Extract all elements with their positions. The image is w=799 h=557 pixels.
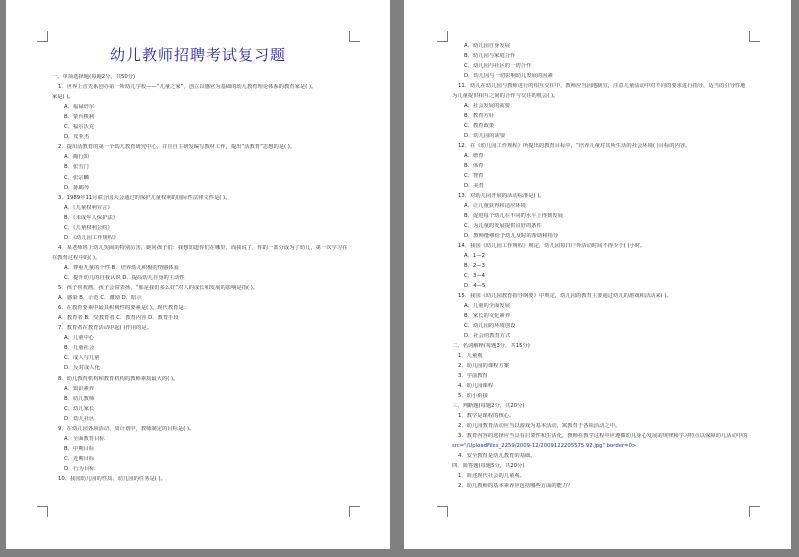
text-line: C．成人与儿童 bbox=[64, 355, 100, 362]
text-line: C．3—4 bbox=[464, 273, 486, 279]
text-line: D．皮亚杰 bbox=[64, 134, 90, 141]
text-line: C．福尔沃克 bbox=[64, 124, 95, 131]
text-line: B．教育方针 bbox=[464, 113, 495, 119]
margin-corner-bottom-left bbox=[437, 506, 448, 517]
margin-corner-bottom-right bbox=[749, 506, 760, 517]
margin-corner-top-left bbox=[37, 31, 48, 42]
text-line: D．社会的教育方式 bbox=[464, 333, 511, 339]
text-line: D．陈鹤琴 bbox=[64, 184, 90, 191]
text-line: 13．对幼儿园开展的活动标准是( )。 bbox=[458, 193, 545, 199]
text-line: 1．简述现代社会的儿童观。 bbox=[458, 473, 525, 479]
text-line: 2．幼儿教师的基本素养应包括哪些方面的能力？ bbox=[458, 483, 573, 489]
text-line: 在教育过程中的( )。 bbox=[52, 254, 101, 261]
text-line: A．儿童的全面发展 bbox=[464, 303, 510, 309]
text-line: 9．在幼儿园各项活动、周计划中，教师制定的目标是( )。 bbox=[58, 425, 195, 432]
text-line: B．促进每个幼儿在不同的水平上得到发展 bbox=[464, 213, 563, 219]
text-line: D．美育 bbox=[464, 183, 484, 189]
text-line: A．社会发展的需要 bbox=[464, 103, 510, 109]
text-line: B．家长的文化素养 bbox=[464, 313, 511, 319]
text-line: B．儿童社会 bbox=[64, 345, 95, 352]
text-line: C．幼儿家长 bbox=[64, 405, 95, 412]
text-line: 2．提出活教育的第一个幼儿教育研究中心，并且自主研发编写教材工作，提出“活教育”思想的是( )。 bbox=[58, 144, 296, 151]
document-title: 幼儿教师招聘考试复习题 bbox=[109, 46, 286, 64]
text-line: C．幼儿园的环境创设 bbox=[464, 323, 516, 329]
text-line: 12．在《幼儿园工作规程》所提出的教育目标中，“培养儿童对其所生活的社会环境( )目标的内容。 bbox=[458, 143, 691, 149]
text-line: A．尊重儿童的个性 B．培养幼儿积极的情感体验 bbox=[64, 264, 179, 271]
text-line: 4．某老师班上幼儿哭闹的特别厉害，她问孩子们：我想知道你们在哪里，而我说了，你的一部分成为了幼儿，第一次学习在 bbox=[58, 244, 348, 251]
text-line: 为儿童提供相互之间的合作与交往的机会( )。 bbox=[452, 93, 559, 99]
text-line: 1．儿童观 bbox=[458, 353, 483, 359]
text-line: A．《儿童权利宣言》 bbox=[64, 204, 113, 211]
text-line: C．为儿童的发展提供良好的条件 bbox=[464, 223, 542, 229]
text-line: B．幼儿园与家庭合作 bbox=[464, 53, 516, 59]
text-line: 4．安全教育是幼儿教育的基础。 bbox=[458, 453, 536, 459]
text-line: 5．幼小衔接 bbox=[458, 393, 488, 399]
text-line: A．全面教育目标 bbox=[64, 435, 105, 442]
margin-corner-top-left bbox=[437, 31, 448, 42]
text-line: A．儿童中心 bbox=[64, 335, 95, 342]
text-line: D．4—5 bbox=[464, 283, 486, 289]
text-line: 1．教学是课程的核心。 bbox=[458, 413, 515, 419]
text-line: B．《未成年人保护法》 bbox=[64, 214, 118, 221]
text-line: A．1—2 bbox=[464, 253, 485, 259]
text-line: D．教师能够给予幼儿及时的帮助和指导 bbox=[464, 233, 559, 239]
text-line: C．智育 bbox=[464, 173, 484, 179]
text-line: 3．学前教育 bbox=[458, 373, 488, 379]
text-line: 3．教育内容的选择应当具有启蒙性和生活化，教师在教学过程中应遵循幼儿身心发展的规律和学习特点以保障幼儿活动中的 bbox=[458, 433, 748, 439]
text-line: A．教育者 B．受教育者 C．教育内容 D．教育手段 bbox=[58, 315, 179, 322]
text-line: 1．世界上首先系创办第一所幼儿学校——“儿童之家”，创立以感官为基础的幼儿教育理论体系的教育家是( )。 bbox=[58, 84, 317, 91]
text-line: A．福禄培尔 bbox=[64, 104, 95, 111]
text-line: 8．幼儿教育机构和教育机构的教师素质最大的( )。 bbox=[58, 375, 179, 382]
text-line: 2．幼儿园的课程方案 bbox=[458, 363, 510, 369]
text-line: 三、判断题(每题2分，共20分) bbox=[452, 403, 525, 409]
text-line: A．陶行知 bbox=[64, 154, 89, 161]
text-line: A．知识素养 bbox=[64, 385, 95, 392]
text-line: D．幼儿园的需要 bbox=[464, 133, 506, 139]
text-line: 15．我国《幼儿园教育指导纲要》中规定，幼儿园的教育主要通过幼儿的游戏和活动来( )。 bbox=[458, 293, 672, 299]
text-line: D．行为目标 bbox=[64, 465, 95, 472]
margin-corner-top-right bbox=[349, 31, 360, 42]
text-line: C．《儿童权利公约》 bbox=[64, 224, 113, 231]
text-line: 一、单项选择题(每题2分，共50分) bbox=[52, 74, 136, 80]
text-line: 家是( )。 bbox=[52, 94, 74, 101]
margin-corner-top-right bbox=[749, 31, 760, 42]
document-page-left bbox=[6, 0, 390, 549]
text-line: C．教育政策 bbox=[464, 123, 495, 129]
text-line: A．德育 bbox=[464, 153, 484, 159]
text-line: A．感染 B．示范 C．激励 D．暗示 bbox=[58, 295, 142, 302]
text-line: 5．孩子喜欢画，孩子会常表扬，“那是我们多么好”对人的成长和发展的影响是指( )。 bbox=[58, 285, 259, 292]
text-line: 7．教育者在教育活动中起( )作用的是。 bbox=[58, 325, 152, 332]
text-line: 二、名词解释(每题3分，共15分) bbox=[452, 343, 530, 349]
text-line: B．中期目标 bbox=[64, 445, 95, 452]
text-line: B．体育 bbox=[464, 163, 484, 169]
text-line: src="/UploadFiles_2259/2009-12/2009122205575 92.jpg" border=0> bbox=[452, 443, 637, 449]
text-line: D．《幼儿园工作规程》 bbox=[64, 234, 119, 241]
document-page-right bbox=[404, 0, 791, 549]
text-line: C．提升幼儿的自我认识 D．提高幼儿自身的主动性 bbox=[64, 275, 185, 281]
text-line: C．幼儿园与社区的一切合作 bbox=[464, 63, 532, 69]
text-line: 6．在教育要素中最具积极性的要素是( )。现代教育是： bbox=[58, 305, 190, 312]
text-line: 14．我国《幼儿园工作规程》规定，幼儿园每日户外活动时间不得少于( )小时。 bbox=[458, 243, 646, 249]
text-line: 4．幼儿园课程 bbox=[458, 383, 494, 389]
text-line: 四、简答题(每题5分，共20分) bbox=[452, 463, 525, 469]
text-line: C．近期目标 bbox=[64, 455, 95, 462]
margin-corner-bottom-right bbox=[349, 506, 360, 517]
margin-corner-bottom-left bbox=[37, 506, 48, 517]
text-line: B．幼儿教师 bbox=[64, 395, 95, 402]
text-line: D．反对成人化 bbox=[64, 365, 100, 372]
text-line: B．蒙台梭利 bbox=[64, 114, 95, 121]
text-line: B．2—3 bbox=[464, 263, 485, 269]
text-line: C．张宗麟 bbox=[64, 174, 89, 181]
text-line: A．让儿童获得和适应环境 bbox=[464, 203, 526, 209]
text-line: D．幼儿园与一切影响幼儿发展的因素 bbox=[464, 73, 553, 79]
text-line: 11．幼儿在幼儿园与教师进行的相互交往中，教师应当因地制宜，注意儿童活动中对不同的要求进行指导，适当的引导性地 bbox=[458, 83, 746, 89]
text-line: A．幼儿园自身发展 bbox=[464, 43, 510, 49]
text-line: D．幼儿社区 bbox=[64, 415, 95, 422]
text-line: 3．1989年11月联合国大会通过的保护儿童权利的国际性法律文件是( )。 bbox=[58, 194, 231, 201]
text-line: 2．幼儿园教育活动应当以游戏为基本活动，寓教育于各项活动之中。 bbox=[458, 423, 621, 429]
text-line: 10．我国幼儿园的性质，幼儿园的任务是( )。 bbox=[58, 476, 166, 482]
text-line: B．张雪门 bbox=[64, 164, 89, 171]
